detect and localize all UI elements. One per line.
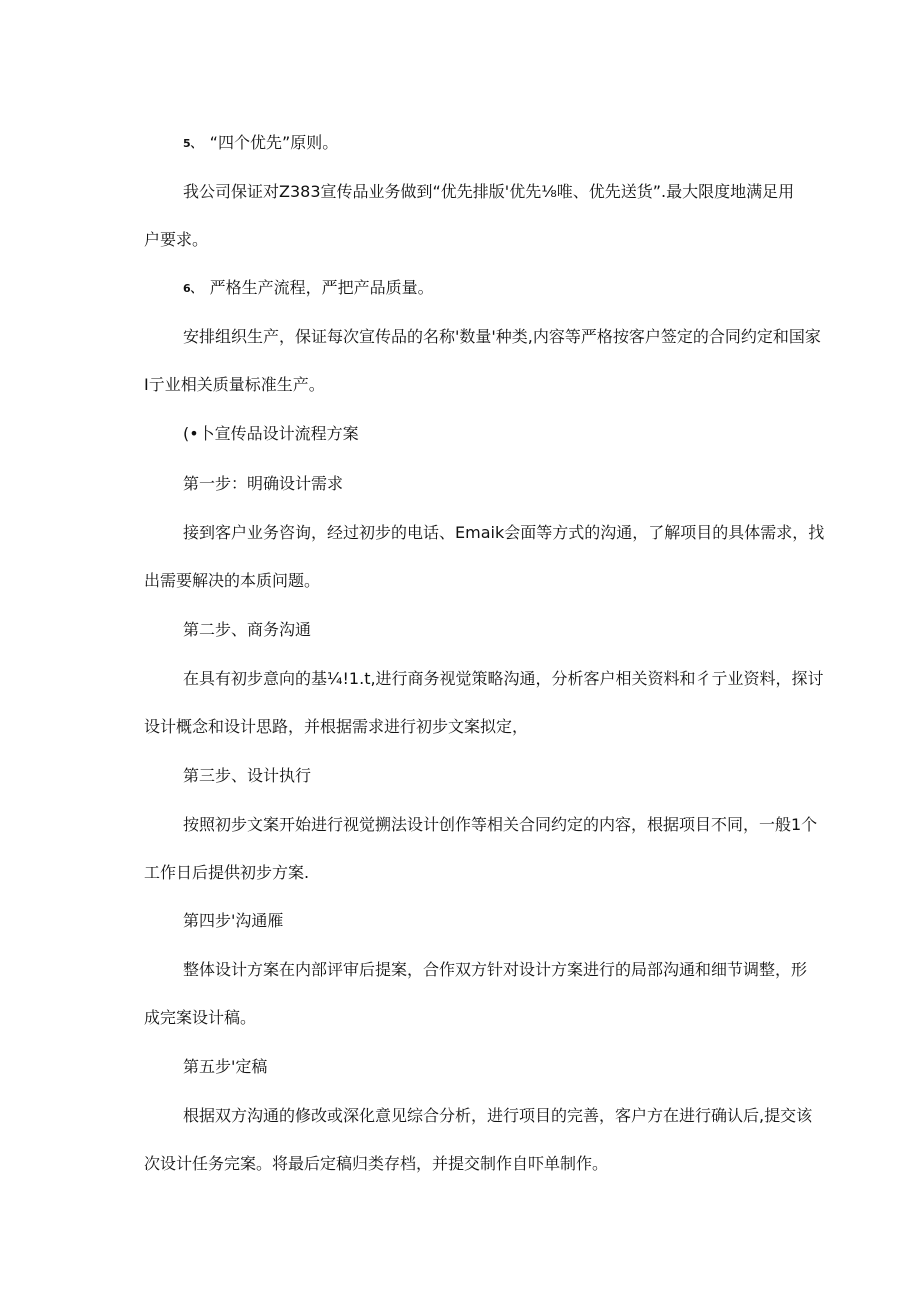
- step-3-heading: 第三步、设计执行: [183, 766, 312, 785]
- section-title: “四个优先”原则。: [209, 133, 339, 152]
- plan-heading: (•卜宣传品设计流程方案: [183, 424, 359, 443]
- paragraph-line: 在具有初步意向的基¼!1.t,进行商务视觉策略沟通，分析客户相关资料和彳亍业资料，探讨: [183, 669, 824, 688]
- step-4-heading: 第四步'沟通雁: [183, 911, 284, 930]
- section-number: 6、: [183, 282, 202, 295]
- paragraph-line: 我公司保证对Z383宣传品业务做到“优先排版'优先⅛唯、优先送货”.最大限度地满足用: [183, 182, 795, 201]
- section-6-heading: [183, 277, 434, 300]
- paragraph-line: 设计概念和设计思路，并根据需求进行初步文案拟定，: [144, 717, 529, 736]
- section-title: 严格生产流程，严把产品质量。: [209, 278, 434, 297]
- section-number: 5、: [183, 137, 202, 150]
- paragraph-line: 出需要解决的本质问题。: [144, 571, 321, 590]
- section-5-heading: [183, 132, 338, 155]
- paragraph-line: 安排组织生产，保证每次宣传品的名称'数量'种类,内容等严格按客户签定的合同约定和国家: [183, 327, 821, 346]
- paragraph-line: 整体设计方案在内部评审后提案，合作双方针对设计方案进行的局部沟通和细节调整，形: [183, 960, 808, 979]
- paragraph-line: 按照初步文案开始进行视觉搠法设计创作等相关合同约定的内容，根据项目不同，一般1个: [183, 815, 818, 834]
- paragraph-line: 次设计任务完案。将最后定稿归类存档，并提交制作自吓单制作。: [144, 1154, 609, 1173]
- paragraph-line: 接到客户业务咨询，经过初步的电话、Emaik会面等方式的沟通，了解项目的具体需求，找: [183, 523, 825, 542]
- paragraph-line: 户要求。: [144, 230, 209, 249]
- step-5-heading: 第五步'定稿: [183, 1057, 268, 1076]
- paragraph-line: 工作日后提供初步方案.: [144, 863, 310, 882]
- step-1-heading: 第一步：明确设计需求: [183, 474, 344, 493]
- paragraph-line: 成完案设计稿。: [144, 1008, 257, 1027]
- paragraph-line: I亍业相关质量标准生产。: [144, 375, 325, 394]
- paragraph-line: 根据双方沟通的修改或深化意见综合分析，进行项目的完善，客户方在进行确认后,提交该: [183, 1106, 813, 1125]
- step-2-heading: 第二步、商务沟通: [183, 620, 312, 639]
